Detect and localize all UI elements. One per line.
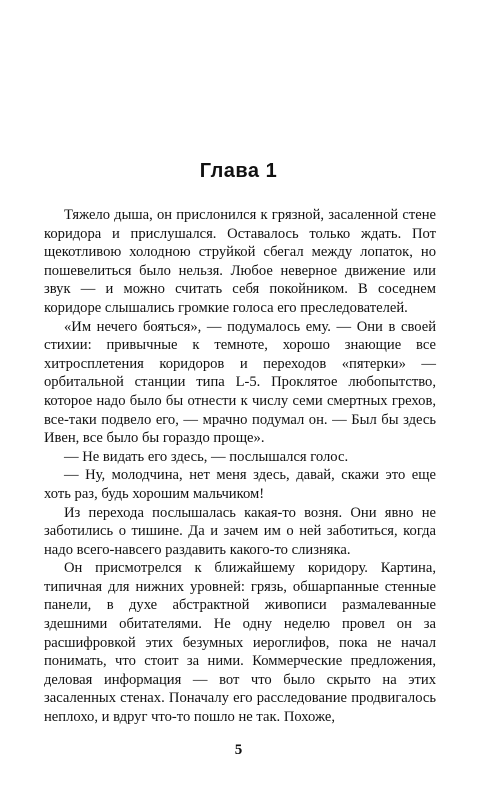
paragraph: «Им нечего бояться», — подумалось ему. — Они в своей стихии: привычные к темноте, хорошо знающие все хитросплетения коридоров и переходов «пятерки» — орбитальной станции типа L-5. Проклятое любопытство, которое надо было бы отнести к числу семи смертных грехов, все-таки подвело его, — мрачно подумал он. — Был бы здесь Ивен, все было бы гораздо проще». <box>44 318 436 447</box>
paragraph: Он присмотрелся к ближайшему коридору. Картина, типичная для нижних уровней: грязь, обшарпанные стенные панели, в духе абстрактной живописи размалеванные здешними обитателями. Не одну неделю провел он за расшифровкой этих безумных иероглифов, пока не начал понимать, что стоит за ними. Коммерческие предложения, деловая информация — вот что было скрыто на этих засаленных стенах. Поначалу его расследование продвигалось неплохо, и вдруг что-то пошло не так. Похоже, <box>44 560 436 726</box>
paragraph: — Не видать его здесь, — послышался голос. <box>64 448 349 465</box>
paragraph: Тяжело дыша, он прислонился к грязной, засаленной стене коридора и прислушался. Оставалось только ждать. Пот щекотливою холодною струйкой сбегал между лопаток, но пошевелиться было нельзя. Любое неверное движение или звук — и можно считать себя покойником. В соседнем коридоре слышались громкие голоса его преследователей. <box>44 207 436 316</box>
paragraph: Из перехода послышалась какая-то возня. Они явно не заботились о тишине. Да и зачем им о ней заботиться, когда надо всего-навсего раздавить какого-то слизняка. <box>44 504 436 558</box>
chapter-body <box>44 206 436 727</box>
paragraph: — Ну, молодчина, нет меня здесь, давай, скажи это еще хоть раз, будь хорошим мальчиком! <box>44 467 436 502</box>
page-number: 5 <box>234 742 243 758</box>
chapter-title: Глава 1 <box>199 160 278 182</box>
